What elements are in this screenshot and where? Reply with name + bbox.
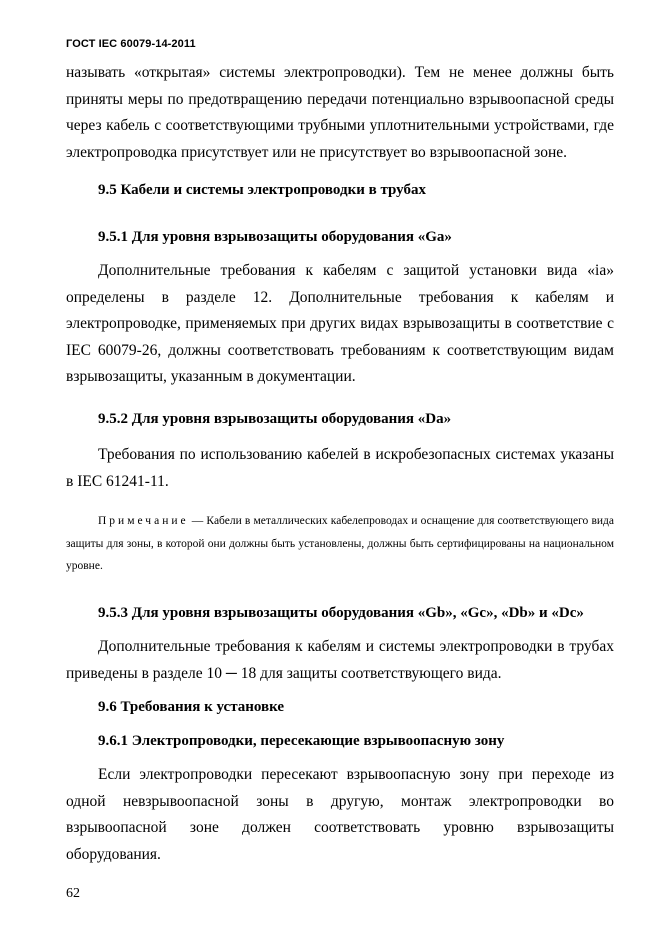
note-text: — Кабели в металлических кабелепроводах и оснащение для соответствующего вида защиты для зоны, в которой они должны быть установлены, должны быть сертифицированы на национальном уровне. [66,515,614,572]
section-9-5-3-paragraph: Дополнительные требования к кабелям и системы электропроводки в трубах приведены в разделе 10 ─ 18 для защиты соответствующего вида. [66,638,614,682]
section-9-5-1-paragraph: Дополнительные требования к кабелям с защитой установки вида «ia» определены в разделе 12. Дополнительные требования к кабелям и электропроводке, применяемых при других видах взрывозащиты в соответствие с IEC 60079-26, должны соответствовать требованиям к соответствующим видам взрывозащиты, указанным в документации. [66,262,614,385]
standard-header: ГОСТ IEC 60079-14-2011 [66,38,196,50]
page-number: 62 [66,886,80,901]
intro-paragraph: называть «открытая» системы электропроводки). Тем не менее должны быть приняты меры по предотвращению передачи потенциально взрывоопасной среды через кабель с соответствующими трубными уплотнительными устройствами, где электропроводка присутствует или не присутствует во взрывоопасной зоне. [66,64,614,161]
section-9-5-heading: 9.5 Кабели и системы электропроводки в трубах [98,182,426,198]
note-label: Примечание [98,515,189,527]
section-9-6-1-paragraph: Если электропроводки пересекают взрывоопасную зону при переходе из одной невзрывоопасной зоны в другую, монтаж электропроводки во взрывоопасной зоне должен соответствовать уровню взрывозащиты оборудования. [66,766,614,863]
section-9-5-3-heading: 9.5.3 Для уровня взрывозащиты оборудования «Gb», «Gc», «Db» и «Dc» [98,605,584,621]
note-block [66,510,614,578]
section-9-5-2-heading: 9.5.2 Для уровня взрывозащиты оборудования «Da» [98,411,452,427]
section-9-6-1-heading: 9.6.1 Электропроводки, пересекающие взрывоопасную зону [98,733,505,749]
section-9-5-2-paragraph: Требования по использованию кабелей в искробезопасных системах указаны в IEC 61241-11. [66,446,614,490]
section-9-6-heading: 9.6 Требования к установке [98,699,285,715]
section-9-5-1-heading: 9.5.1 Для уровня взрывозащиты оборудования «Ga» [98,229,452,245]
